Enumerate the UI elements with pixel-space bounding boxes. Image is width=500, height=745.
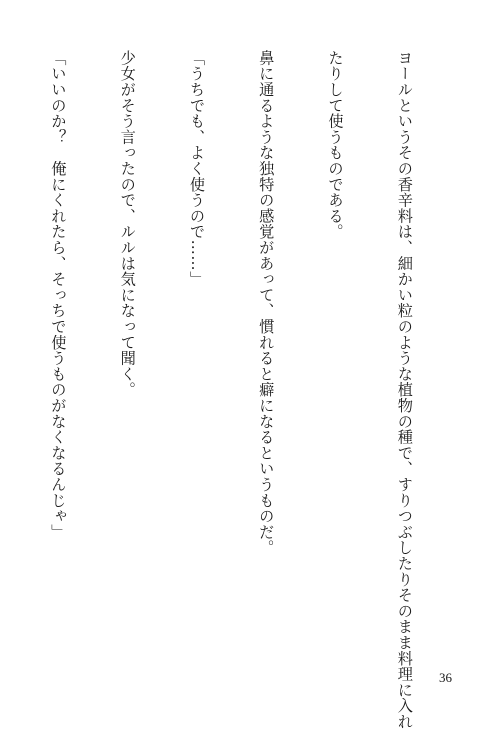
vertical-text-body xyxy=(0,50,462,650)
page-number: 36 xyxy=(439,670,452,686)
text-line: 鼻に通るような独特の感覚があって、慣れると癖になるというものだ。 xyxy=(254,50,277,650)
text-line: 少女がそう言ったので、ルルは気になって聞く。 xyxy=(116,50,139,650)
text-line: 「うちでも、よく使うので……」 xyxy=(185,50,208,650)
text-line: ヨールというその香辛料は、細かい粒のような植物の種で、すりつぶしたりそのまま料理に入れ xyxy=(393,50,416,650)
text-line: たりして使うものである。 xyxy=(323,50,346,650)
text-line: 「いいのか？ 俺にくれたら、そっちで使うものがなくなるんじゃ」 xyxy=(46,50,69,650)
